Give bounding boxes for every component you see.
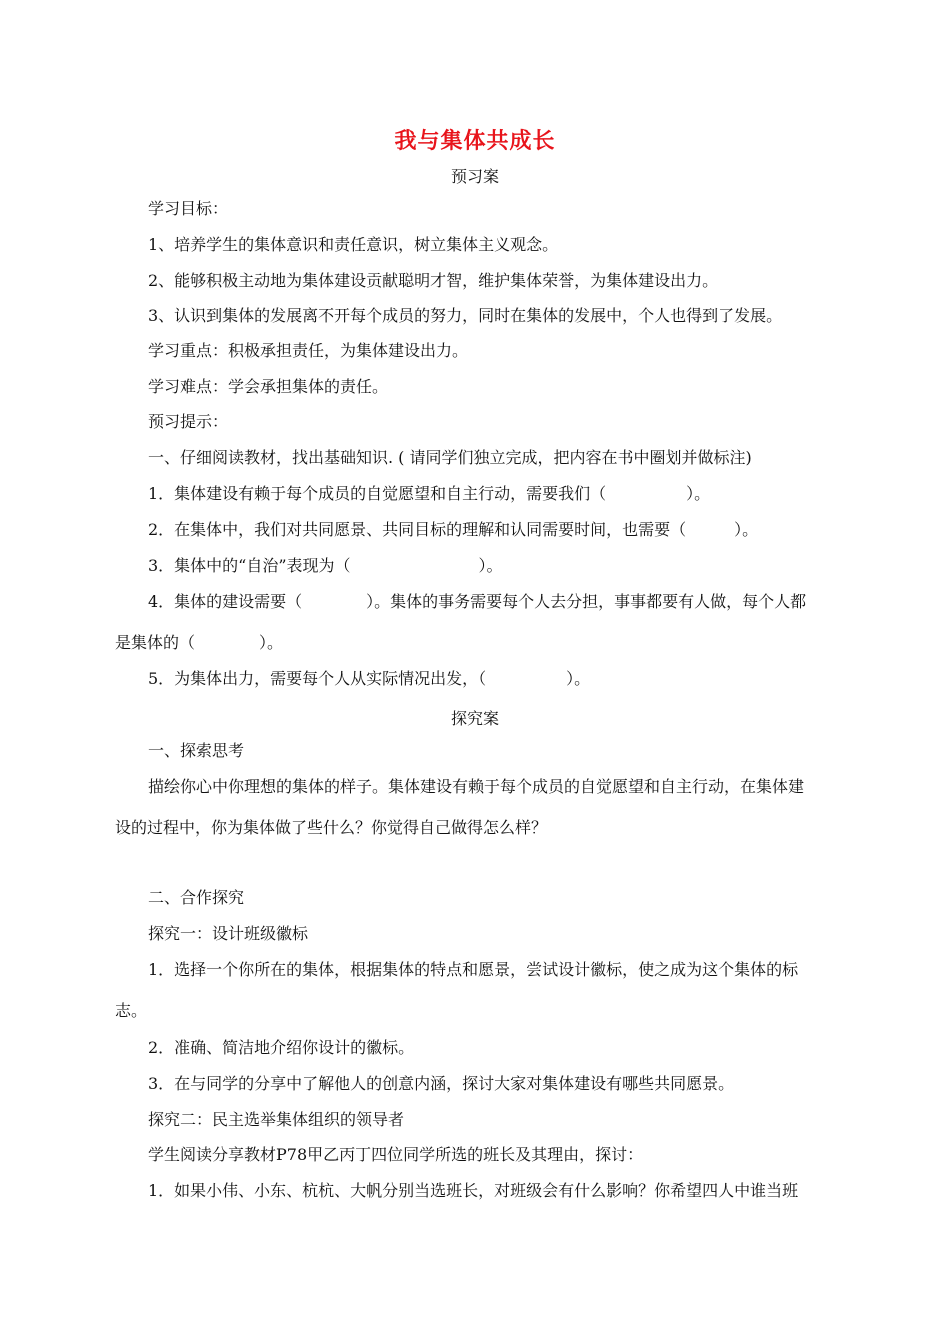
preview-heading: 预习案	[450, 167, 499, 186]
question-1: 1．集体建设有赖于每个成员的自觉愿望和自主行动，需要我们（ ）。	[148, 484, 711, 503]
part1-text-line2: 设的过程中，你为集体做了些什么？你觉得自己做得怎么样？	[115, 818, 548, 837]
part1-label: 一、探索思考	[148, 741, 245, 760]
question-4-line1: 4．集体的建设需要（ ）。集体的事务需要每个人去分担，事事都要有人做，每个人都	[148, 592, 807, 611]
task-intro: 一、仔细阅读教材，找出基础知识. ( 请同学们独立完成，把内容在书中圈划并做标注)	[148, 448, 752, 467]
key-point: 学习重点：积极承担责任，为集体建设出力。	[148, 341, 469, 360]
part1-text-line1: 描绘你心中你理想的集体的样子。集体建设有赖于每个成员的自觉愿望和自主行动，在集体建	[148, 777, 805, 796]
inquiry1-label: 探究一：设计班级徽标	[148, 924, 309, 943]
inquiry2-label: 探究二：民主选举集体组织的领导者	[148, 1110, 405, 1129]
explore-heading: 探究案	[450, 709, 499, 728]
goal-item: 1、培养学生的集体意识和责任意识，树立集体主义观念。	[148, 235, 559, 254]
part2-label: 二、合作探究	[148, 888, 245, 907]
inquiry1-q1-line2: 志。	[115, 1001, 148, 1020]
tips-label: 预习提示：	[148, 412, 229, 431]
document-title: 我与集体共成长	[394, 129, 556, 154]
question-2: 2．在集体中，我们对共同愿景、共同目标的理解和认同需要时间，也需要（ ）。	[148, 520, 759, 539]
question-5: 5．为集体出力，需要每个人从实际情况出发，（ ）。	[148, 669, 591, 688]
inquiry1-q2: 2．准确、简洁地介绍你设计的徽标。	[148, 1038, 415, 1057]
goal-item: 2、能够积极主动地为集体建设贡献聪明才智，维护集体荣誉，为集体建设出力。	[148, 271, 719, 290]
inquiry2-intro: 学生阅读分享教材P78甲乙丙丁四位同学所选的班长及其理由，探讨：	[148, 1145, 644, 1164]
goal-item: 3、认识到集体的发展离不开每个成员的努力，同时在集体的发展中，个人也得到了发展。	[148, 306, 783, 325]
inquiry1-q3: 3．在与同学的分享中了解他人的创意内涵，探讨大家对集体建设有哪些共同愿景。	[148, 1074, 735, 1093]
question-4-line2: 是集体的（ ）。	[115, 633, 284, 652]
inquiry1-q1-line1: 1．选择一个你所在的集体，根据集体的特点和愿景，尝试设计徽标，使之成为这个集体的标	[148, 960, 799, 979]
question-3: 3．集体中的“自治”表现为（ ）。	[148, 556, 503, 575]
inquiry2-q1-line1: 1．如果小伟、小东、杭杭、大帆分别当选班长，对班级会有什么影响？你希望四人中谁当班	[148, 1181, 799, 1200]
goals-label: 学习目标：	[148, 199, 229, 218]
difficulty: 学习难点：学会承担集体的责任。	[148, 377, 389, 396]
